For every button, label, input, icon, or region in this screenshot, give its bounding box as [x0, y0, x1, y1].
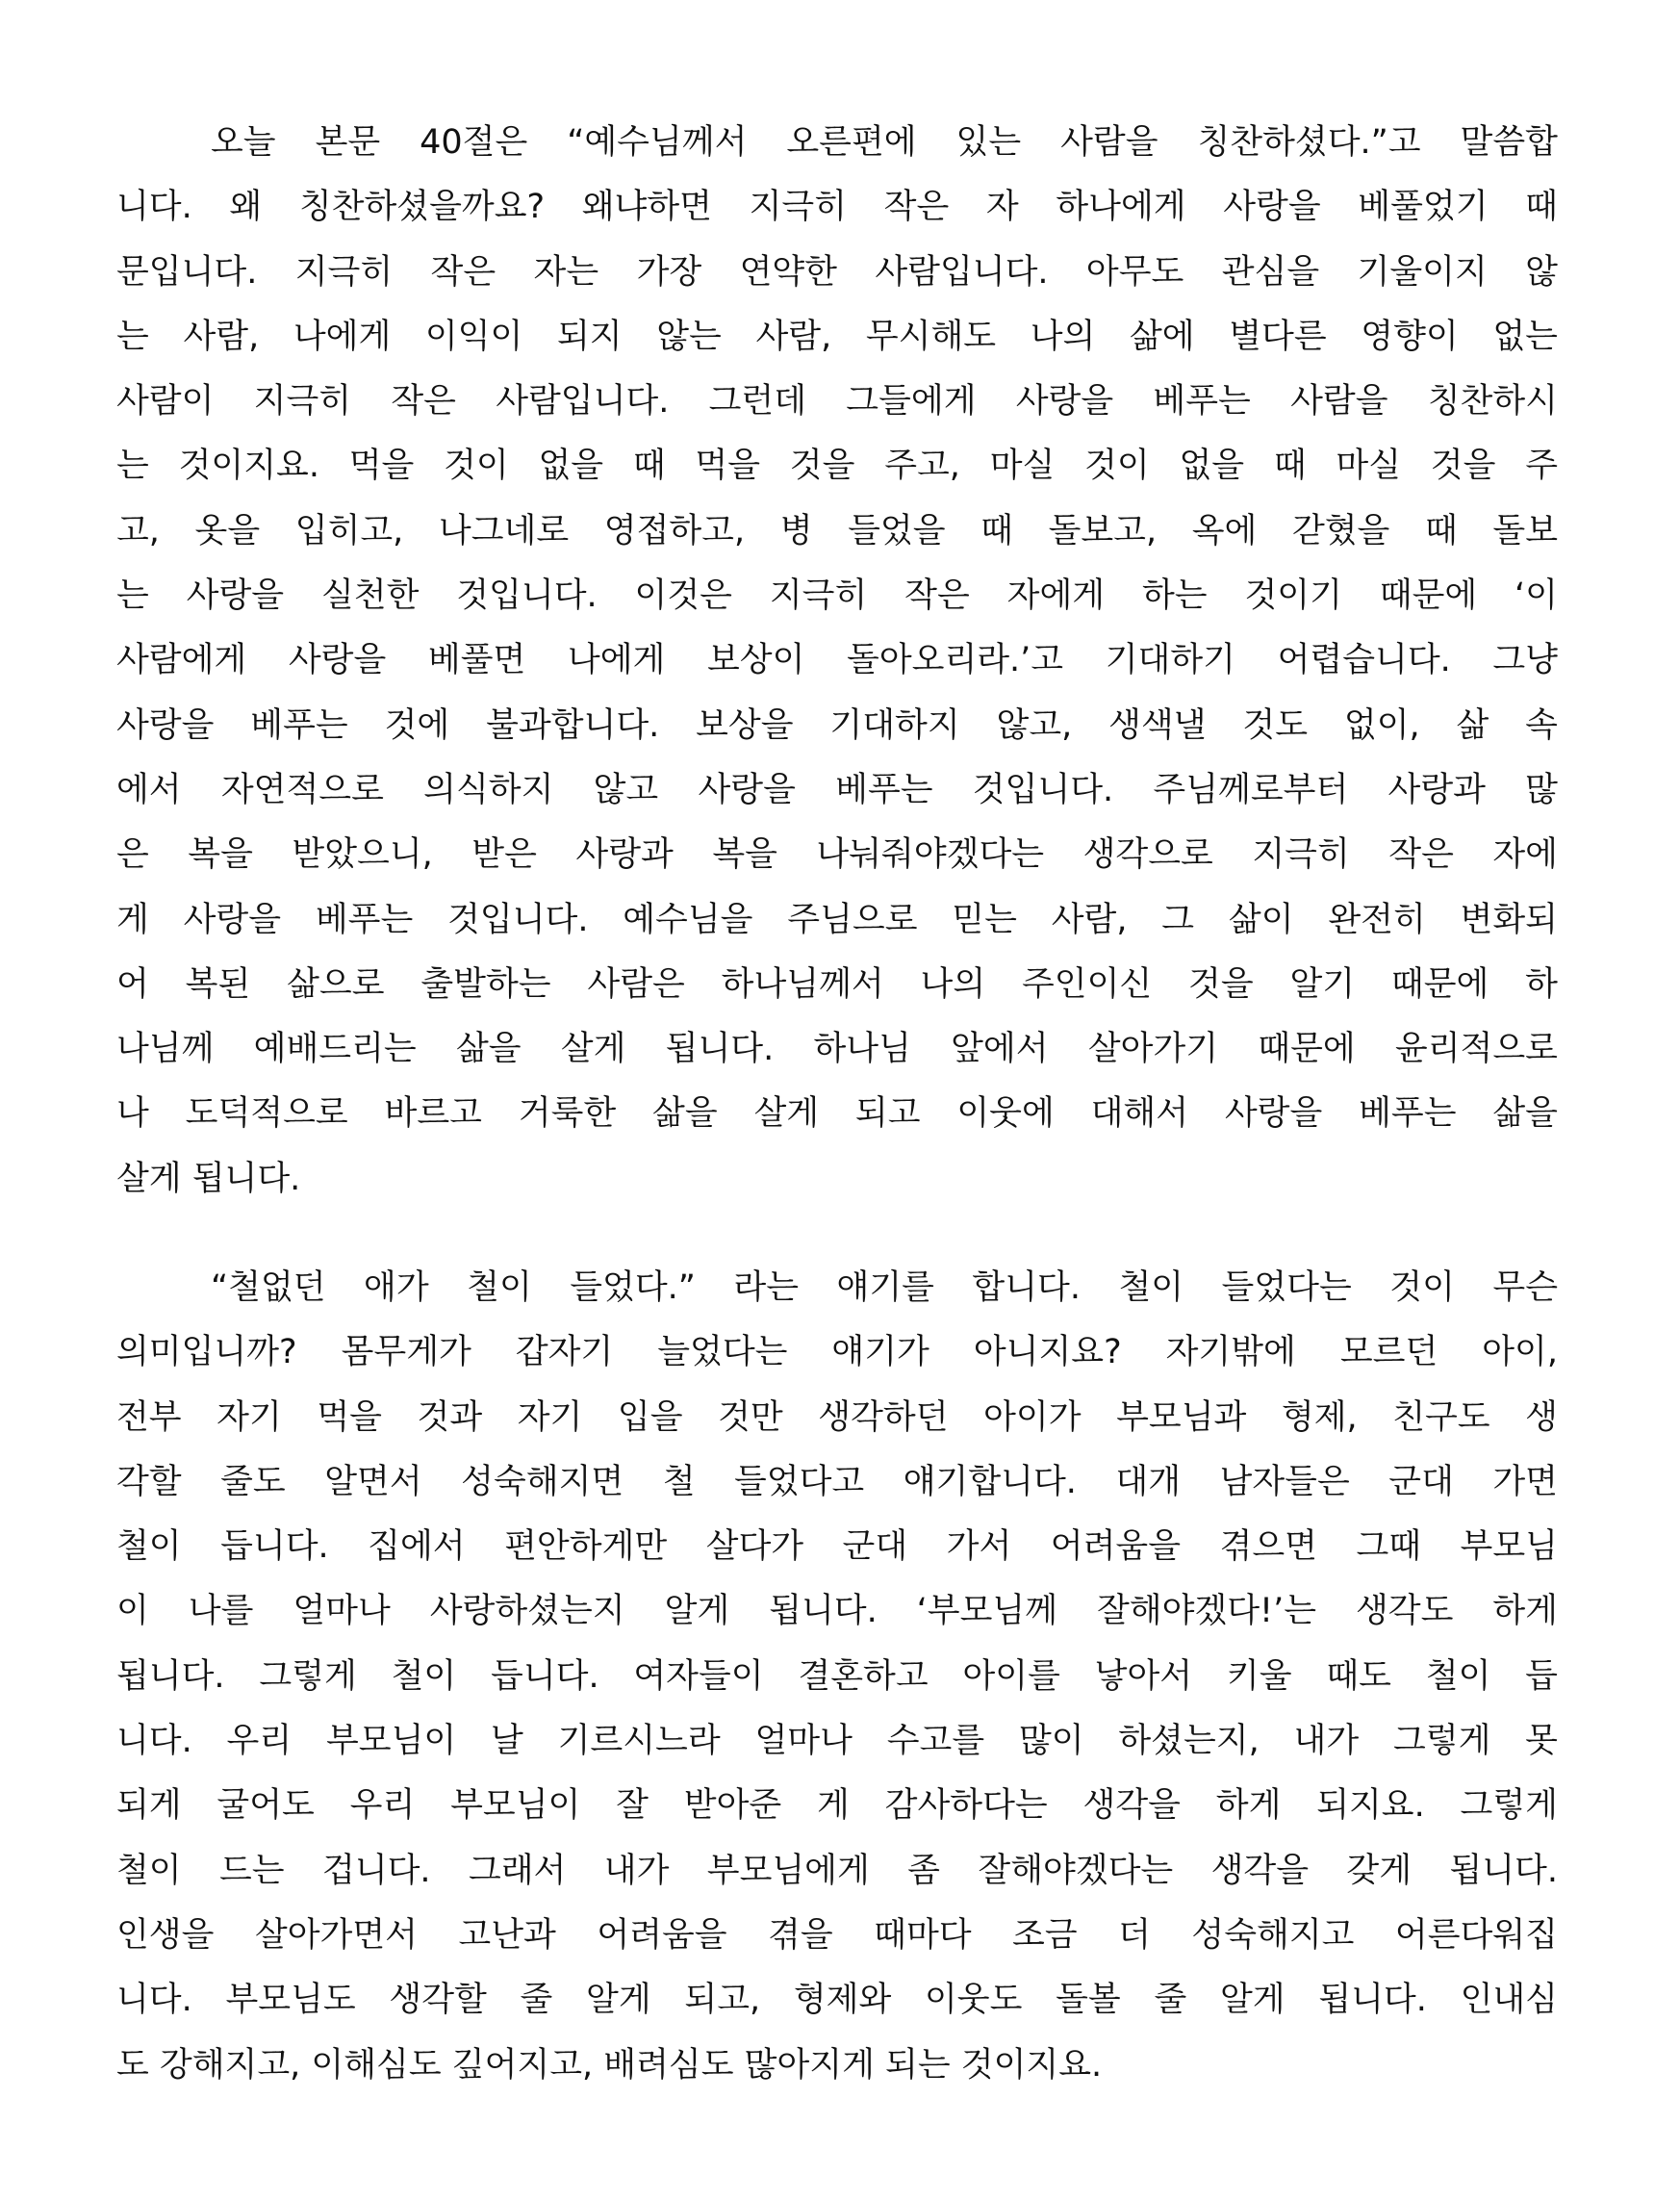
paragraph-2: [116, 1256, 1558, 2098]
paragraph-1: [116, 111, 1558, 1212]
text-line: 이 나를 얼마나 사랑하셨는지 알게 됩니다. ‘부모님께 잘해야겠다!’는 생각도 하게: [116, 1592, 1558, 1631]
text-line: 어 복된 삶으로 출발하는 사람은 하나님께서 나의 주인이신 것을 알기 때문에 하: [116, 964, 1558, 1004]
text-line: 고, 옷을 입히고, 나그네로 영접하고, 병 들었을 때 돌보고, 옥에 갇혔을 때 돌보: [116, 511, 1558, 550]
text-line: 각할 줄도 알면서 성숙해지면 철 들었다고 얘기합니다. 대개 남자들은 군대 가면: [116, 1462, 1558, 1501]
text-line: 문입니다. 지극히 작은 자는 가장 연약한 사람입니다. 아무도 관심을 기울이지 않: [116, 252, 1558, 292]
text-line: 의미입니까? 몸무게가 갑자기 늘었다는 얘기가 아니지요? 자기밖에 모르던 아이,: [116, 1333, 1558, 1372]
text-line: 됩니다. 그렇게 철이 듭니다. 여자들이 결혼하고 아이를 낳아서 키울 때도 철이 듭: [116, 1656, 1558, 1696]
text-line: 살게 됩니다.: [116, 1159, 301, 1198]
text-line: 는 것이지요. 먹을 것이 없을 때 먹을 것을 주고, 마실 것이 없을 때 마실 것을 주: [116, 447, 1558, 486]
text-line: 는 사람, 나에게 이익이 되지 않는 사람, 무시해도 나의 삶에 별다른 영향이 없는: [116, 317, 1558, 356]
text-line: 에서 자연적으로 의식하지 않고 사랑을 베푸는 것입니다. 주님께로부터 사랑과 많: [116, 770, 1558, 809]
text-line: 니다. 부모님도 생각할 줄 알게 되고, 형제와 이웃도 돌볼 줄 알게 됩니다. 인내심: [116, 1981, 1558, 2020]
text-line: 니다. 왜 칭찬하셨을까요? 왜냐하면 지극히 작은 자 하나에게 사랑을 베풀었기 때: [116, 188, 1558, 227]
text-line: 인생을 살아가면서 고난과 어려움을 겪을 때마다 조금 더 성숙해지고 어른다워집: [116, 1915, 1558, 1955]
text-line: 사람이 지극히 작은 사람입니다. 그런데 그들에게 사랑을 베푸는 사람을 칭찬하시: [116, 382, 1558, 422]
text-line: 은 복을 받았으니, 받은 사랑과 복을 나눠줘야겠다는 생각으로 지극히 작은 자에: [116, 835, 1558, 875]
text-line: 사람에게 사랑을 베풀면 나에게 보상이 돌아오리라.’고 기대하기 어렵습니다. 그냥: [116, 641, 1558, 680]
text-line: 니다. 우리 부모님이 날 기르시느라 얼마나 수고를 많이 하셨는지, 내가 그렇게 못: [116, 1722, 1558, 1761]
text-line: “철없던 애가 철이 들었다.” 라는 얘기를 합니다. 철이 들었다는 것이 무슨: [211, 1268, 1558, 1307]
text-line: 철이 듭니다. 집에서 편안하게만 살다가 군대 가서 어려움을 겪으면 그때 부모님: [116, 1527, 1558, 1567]
text-line: 오늘 본문 40절은 “예수님께서 오른편에 있는 사람을 칭찬하셨다.”고 말씀합: [211, 123, 1558, 162]
text-line: 게 사랑을 베푸는 것입니다. 예수님을 주님으로 믿는 사람, 그 삶이 완전히 변화되: [116, 900, 1558, 939]
text-line: 전부 자기 먹을 것과 자기 입을 것만 생각하던 아이가 부모님과 형제, 친구도 생: [116, 1397, 1558, 1437]
text-line: 되게 굴어도 우리 부모님이 잘 받아준 게 감사하다는 생각을 하게 되지요. 그렇게: [116, 1786, 1558, 1826]
text-line: 사랑을 베푸는 것에 불과합니다. 보상을 기대하지 않고, 생색낼 것도 없이, 삶 속: [116, 705, 1558, 745]
text-line: 철이 드는 겁니다. 그래서 내가 부모님에게 좀 잘해야겠다는 생각을 갖게 됩니다.: [116, 1851, 1558, 1890]
text-line: 나 도덕적으로 바르고 거룩한 삶을 살게 되고 이웃에 대해서 사랑을 베푸는 삶을: [116, 1094, 1558, 1134]
text-line: 는 사랑을 실천한 것입니다. 이것은 지극히 작은 자에게 하는 것이기 때문에 ‘이: [116, 576, 1558, 616]
text-line: 나님께 예배드리는 삶을 살게 됩니다. 하나님 앞에서 살아가기 때문에 윤리적으로: [116, 1030, 1558, 1069]
text-line: 도 강해지고, 이해심도 깊어지고, 배려심도 많아지게 되는 것이지요.: [116, 2045, 1103, 2085]
